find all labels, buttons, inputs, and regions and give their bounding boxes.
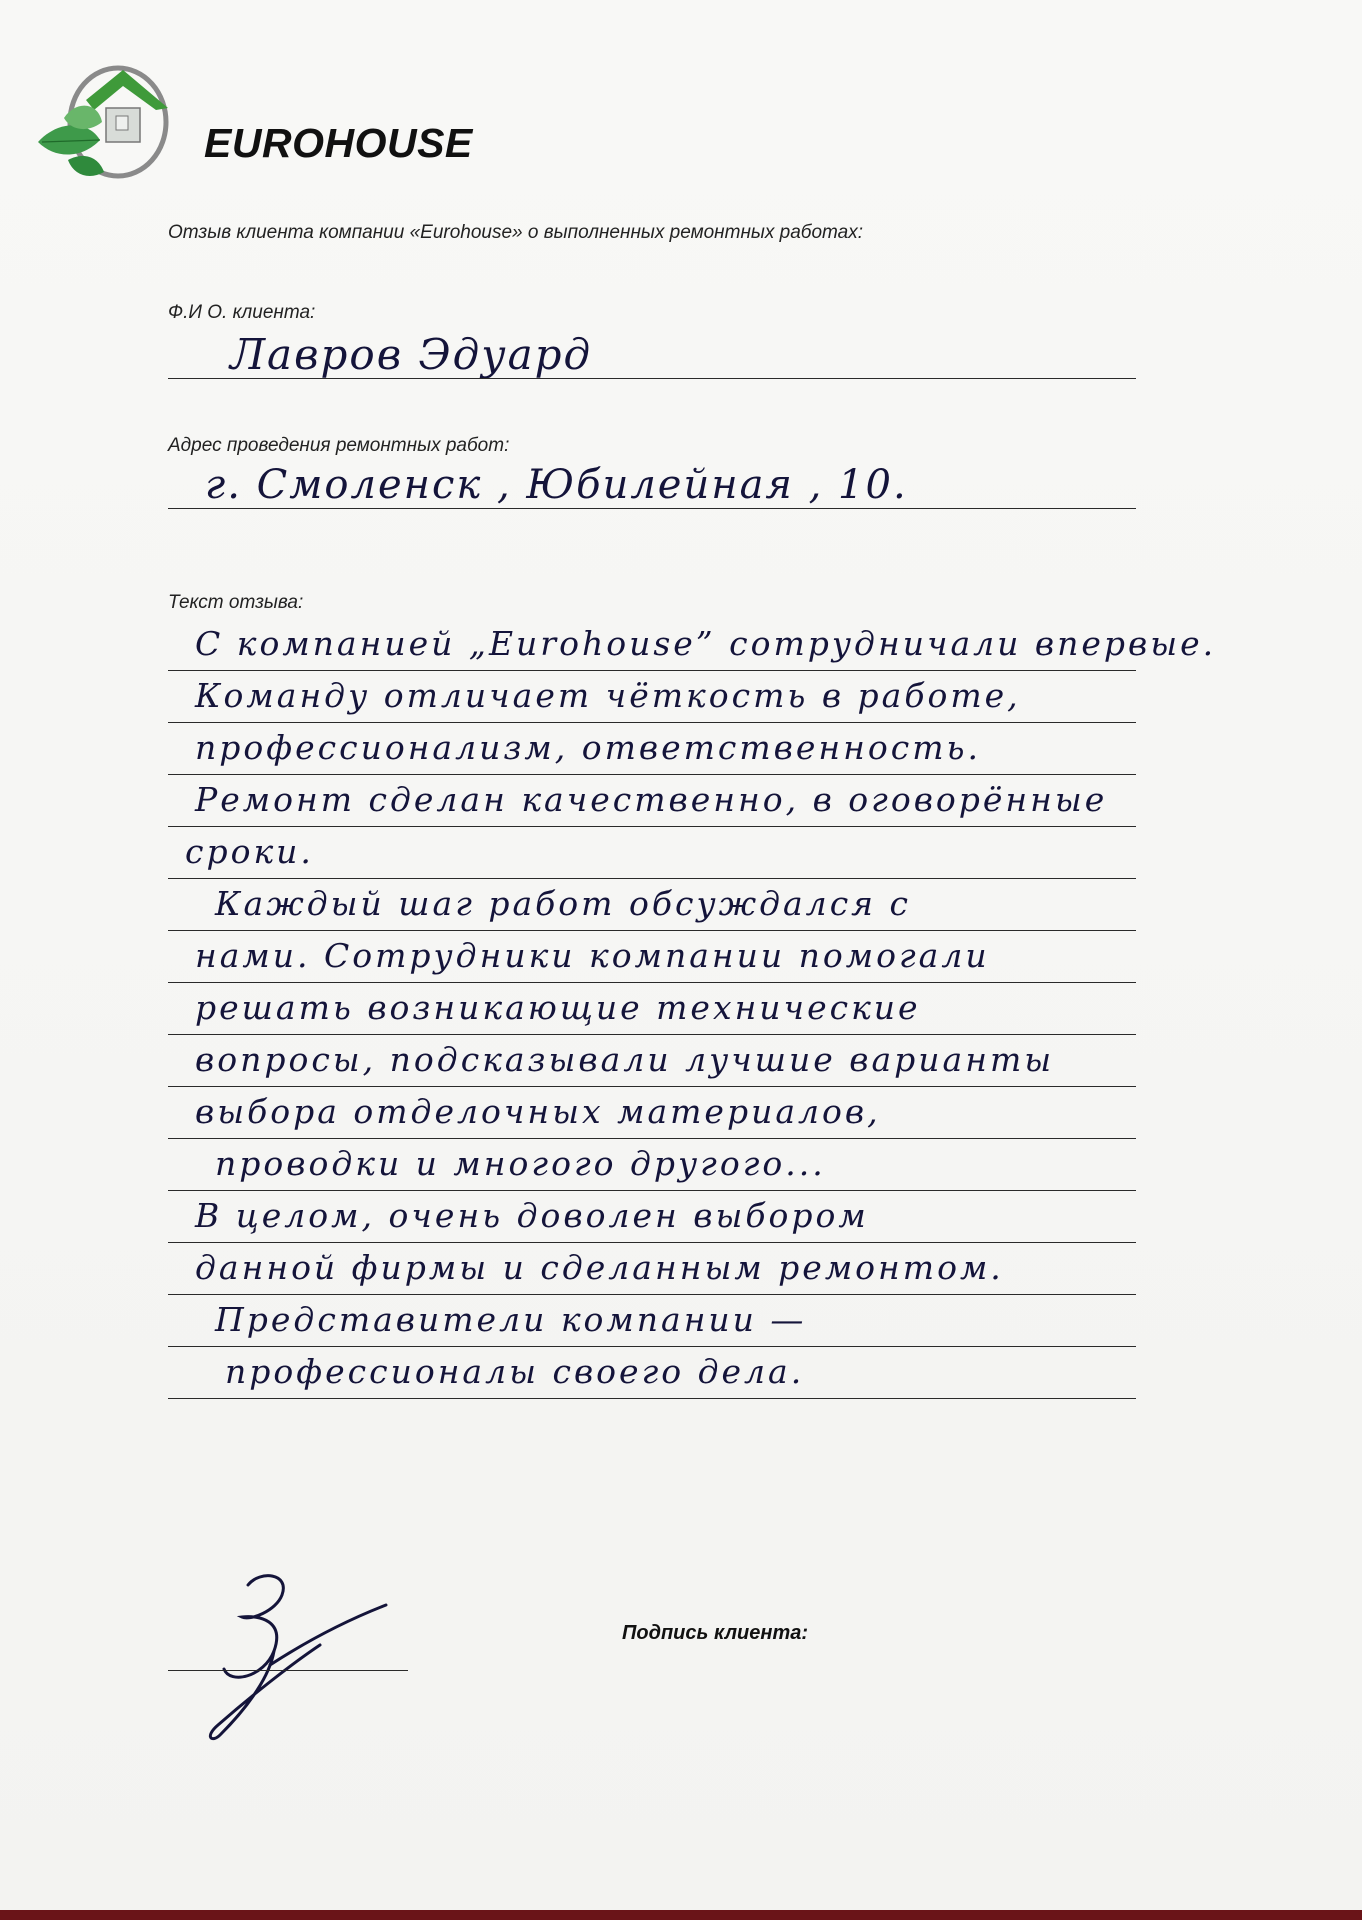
- address-underline: [168, 508, 1136, 509]
- review-rule: [168, 1242, 1136, 1243]
- review-rule: [168, 930, 1136, 931]
- bottom-border: [0, 1910, 1362, 1920]
- review-line: профессионализм, ответственность.: [195, 728, 981, 767]
- client-signature: [190, 1565, 410, 1745]
- review-rule: [168, 670, 1136, 671]
- client-name-label: Ф.И О. клиента:: [168, 302, 316, 323]
- review-line: профессионалы своего дела.: [225, 1352, 805, 1391]
- review-line: С компанией „Eurohouse” сотрудничали впервые.: [195, 624, 1217, 663]
- review-line: данной фирмы и сделанным ремонтом.: [195, 1248, 1004, 1287]
- review-rule: [168, 1346, 1136, 1347]
- review-line: нами. Сотрудники компании помогали: [195, 936, 990, 975]
- signature-label: Подпись клиента:: [622, 1622, 809, 1644]
- review-rule: [168, 826, 1136, 827]
- review-rule: [168, 1398, 1136, 1399]
- review-line: выбора отделочных материалов,: [195, 1092, 881, 1131]
- review-rule: [168, 1190, 1136, 1191]
- client-name-value: Лавров Эдуард: [230, 330, 593, 379]
- review-rule: [168, 774, 1136, 775]
- review-line: В целом, очень доволен выбором: [195, 1196, 869, 1235]
- review-line: Каждый шаг работ обсуждался с: [215, 884, 912, 923]
- eurohouse-logo-icon: [28, 60, 178, 190]
- review-rule: [168, 1086, 1136, 1087]
- review-label: Текст отзыва:: [168, 592, 304, 613]
- review-line: сроки.: [185, 832, 314, 871]
- review-rule: [168, 1138, 1136, 1139]
- review-line: вопросы, подсказывали лучшие варианты: [195, 1040, 1055, 1079]
- brand-name: EUROHOUSE: [204, 120, 473, 166]
- address-label: Адрес проведения ремонтных работ:: [168, 435, 510, 456]
- review-line: Ремонт сделан качественно, в оговорённые: [195, 780, 1108, 819]
- form-title: Отзыв клиента компании «Eurohouse» о выполненных ремонтных работах:: [168, 222, 864, 243]
- review-line: решать возникающие технические: [195, 988, 921, 1027]
- review-rule: [168, 1034, 1136, 1035]
- address-value: г. Смоленск , Юбилейная , 10.: [205, 462, 908, 508]
- review-rule: [168, 982, 1136, 983]
- signature-underline: [168, 1670, 408, 1671]
- review-rule: [168, 1294, 1136, 1295]
- client-name-underline: [168, 378, 1136, 379]
- review-line: Представители компании —: [215, 1300, 807, 1339]
- review-rule: [168, 878, 1136, 879]
- review-line: проводки и многого другого...: [215, 1144, 826, 1183]
- review-line: Команду отличает чёткость в работе,: [195, 676, 1021, 715]
- review-rule: [168, 722, 1136, 723]
